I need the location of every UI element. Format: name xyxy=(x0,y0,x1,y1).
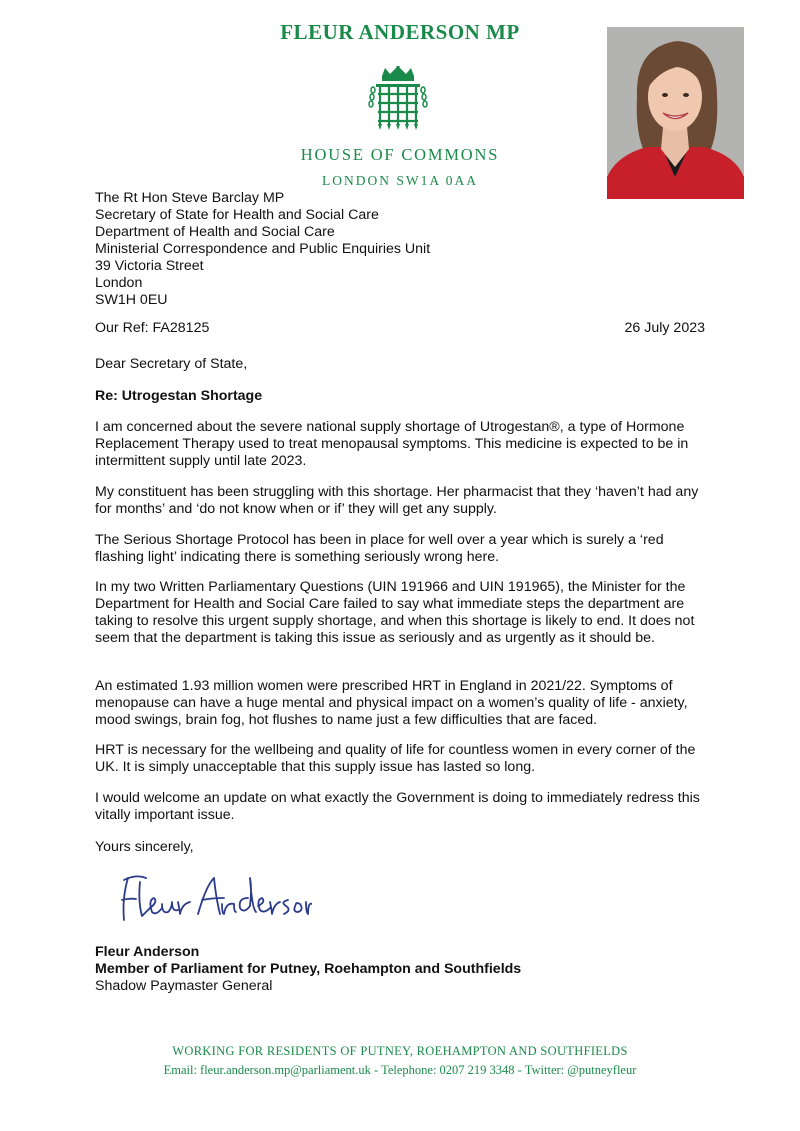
signer-name: Fleur Anderson xyxy=(95,944,200,960)
reference-number: Our Ref: FA28125 xyxy=(95,320,210,336)
body-paragraph: In my two Written Parliamentary Questions (UIN 191966 and UIN 191965), the Minister for the Department for Health and Social Care failed to say what immediate steps the department are taking to resolve this urgent supply shortage, and when this shortage is likely to end. It does not seem that the department is taking this issue as seriously and as urgently as it should be. xyxy=(95,579,695,646)
address-line: London xyxy=(95,275,143,291)
body-paragraph: The Serious Shortage Protocol has been in place for well over a year which is surely a ‘red flashing light’ indicating there is something seriously wrong here. xyxy=(95,532,664,565)
body-paragraph: My constituent has been struggling with this shortage. Her pharmacist that they ‘haven’t had any for months’ and ‘do not know when or if’ they will get any supply. xyxy=(95,484,699,517)
signer-title: Member of Parliament for Putney, Roehampton and Southfields xyxy=(95,961,522,977)
address-line: Ministerial Correspondence and Public Enquiries Unit xyxy=(95,241,431,257)
address-line: The Rt Hon Steve Barclay MP xyxy=(95,190,285,206)
house-of-commons-label: HOUSE OF COMMONS xyxy=(300,145,500,164)
address-line: Secretary of State for Health and Social Care xyxy=(95,207,379,223)
footer-tagline: WORKING FOR RESIDENTS OF PUTNEY, ROEHAMPTON AND SOUTHFIELDS xyxy=(172,1044,628,1058)
subject-line: Re: Utrogestan Shortage xyxy=(95,388,263,404)
address-line: SW1H 0EU xyxy=(95,292,168,308)
body-paragraph: An estimated 1.93 million women were prescribed HRT in England in 2021/22. Symptoms of menopause can have a huge mental and physical impact on a women’s quality of life - anxiety, mood swings, brain fog, hot flushes to name just a few difficulties that are faced. xyxy=(95,678,688,728)
signer-block xyxy=(95,944,521,995)
footer-contact: Email: fleur.anderson.mp@parliament.uk - Telephone: 0207 219 3348 - Twitter: @putneyfleur xyxy=(163,1063,637,1077)
closing: Yours sincerely, xyxy=(95,839,194,855)
portcullis-icon xyxy=(368,66,428,136)
location-label: LONDON SW1A 0AA xyxy=(322,173,478,188)
recipient-address xyxy=(95,190,430,309)
salutation: Dear Secretary of State, xyxy=(95,356,248,372)
address-line: Department of Health and Social Care xyxy=(95,224,335,240)
signature-image xyxy=(112,868,312,928)
mp-name-heading: FLEUR ANDERSON MP xyxy=(280,20,520,44)
signer-role: Shadow Paymaster General xyxy=(95,978,273,994)
letter-date: 26 July 2023 xyxy=(624,320,705,336)
body-paragraph: HRT is necessary for the wellbeing and quality of life for countless women in every corner of the UK. It is simply unacceptable that this supply issue has lasted so long. xyxy=(95,742,696,775)
address-line: 39 Victoria Street xyxy=(95,258,204,274)
body-paragraph: I would welcome an update on what exactly the Government is doing to immediately redress this vitally important issue. xyxy=(95,790,700,823)
mp-portrait-photo xyxy=(607,27,744,199)
body-paragraph: I am concerned about the severe national supply shortage of Utrogestan®, a type of Hormone Replacement Therapy used to treat menopausal symptoms. This medicine is expected to be in intermittent supply until late 2023. xyxy=(95,419,689,469)
